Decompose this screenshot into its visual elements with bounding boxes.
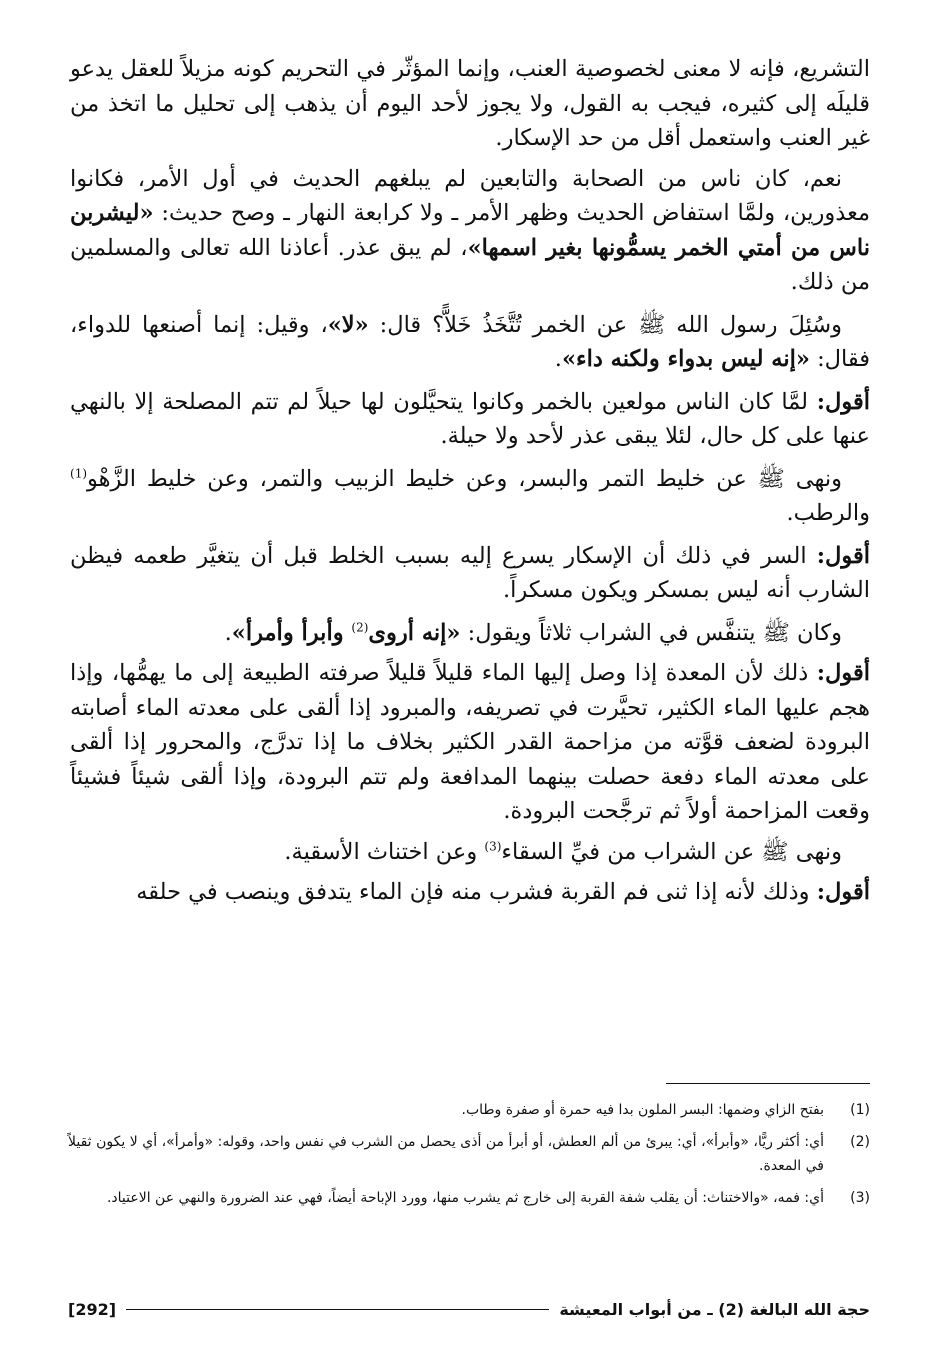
paragraph-text: نعم، كان ناس من الصحابة والتابعين لم يبلغهم الحديث في أول الأمر، فكانوا معذورين، ولمَّا استفاض الحديث وظهر الأمر ـ ولا كرابعة النهار ـ وصح حديث: bbox=[70, 165, 870, 226]
paragraph bbox=[70, 385, 870, 454]
footnote-number: (3) bbox=[850, 1190, 870, 1206]
paragraph bbox=[70, 308, 870, 377]
running-title: حجة الله البالغة (2) ـ من أبواب المعيشة bbox=[559, 1299, 870, 1319]
hadith-quote: «لا» bbox=[327, 311, 369, 338]
footnote-text: أي: فمه، «والاختناث: أن يقلب شفة القربة إلى خارج ثم يشرب منها، وورد الإباحة أيضاً، فهي عند الضرورة والنهي عن الاعتياد. bbox=[106, 1190, 824, 1206]
paragraph bbox=[70, 462, 870, 531]
footnote-ref[interactable]: (1) bbox=[70, 466, 88, 480]
paragraph-text: لمَّا كان الناس مولعين بالخمر وكانوا يتحيَّلون لها حيلاً لم تتم المصلحة إلا بالنهي عنها على كل حال، لئلا يبقى عذر لأحد ولا حيلة. bbox=[70, 388, 870, 449]
paragraph-text: ، لم يبق عذر. أعاذنا الله تعالى والمسلمين من ذلك. bbox=[70, 234, 870, 295]
paragraph-text: . bbox=[554, 346, 562, 372]
footnote-ref[interactable]: (2) bbox=[351, 620, 369, 634]
hadith-quote: وأبرأ وأمرأ» bbox=[231, 619, 352, 646]
page-body bbox=[70, 52, 870, 916]
page-footer bbox=[68, 1294, 870, 1324]
footnote-item bbox=[68, 1130, 870, 1178]
paragraph-text: التشريع، فإنه لا معنى لخصوصية العنب، وإنما المؤثّر في التحريم كونه مزيلاً للعقل يدعو قليلَه إلى كثيره، فيجب به القول، ولا يجوز لأحد اليوم أن يذهب إلى تحليل ما اتخذ من غير العنب واستعمل أقل من حد الإسكار. bbox=[70, 56, 870, 151]
page-number: [292] bbox=[68, 1299, 117, 1319]
hadith-quote: «إنه ليس بدواء ولكنه داء» bbox=[561, 346, 810, 372]
footnote-item bbox=[68, 1186, 870, 1210]
paragraph bbox=[70, 875, 870, 910]
paragraph-text: وذلك لأنه إذا ثنى فم القربة فشرب منه فإن الماء يتدفق وينصب في حلقه bbox=[136, 879, 817, 905]
paragraph bbox=[70, 539, 870, 608]
footnote-text: بفتح الزاي وضمها: البسر الملون بدا فيه حمرة أو صفرة وطاب. bbox=[461, 1102, 824, 1118]
main-text bbox=[70, 52, 870, 910]
footnote-item bbox=[68, 1098, 870, 1122]
commentary-label: أقول: bbox=[816, 388, 870, 415]
footnote-divider bbox=[666, 1083, 870, 1084]
hadith-quote: «إنه أروى bbox=[368, 619, 461, 646]
paragraph bbox=[70, 52, 870, 156]
paragraph-text: ونهى ﷺ عن الشراب من فيِّ السقاء bbox=[501, 838, 842, 865]
footer-divider bbox=[126, 1309, 549, 1310]
footnote-number: (1) bbox=[850, 1102, 870, 1118]
footnote-text: أي: أكثر ريًّا، «وأبرأ»، أي: يبرئ من ألم العطش، أو أبرأ من أذى يحصل من الشرب في نفس واحد، وقوله: «وأمرأ»، أي لا يكون ثقيلاً في المعدة. bbox=[68, 1134, 824, 1174]
paragraph bbox=[70, 616, 870, 651]
commentary-label: أقول: bbox=[816, 879, 870, 905]
footnotes bbox=[68, 1098, 870, 1218]
paragraph bbox=[70, 656, 870, 829]
commentary-label: أقول: bbox=[816, 542, 870, 569]
footnote-number: (2) bbox=[850, 1134, 870, 1150]
paragraph-text: وعن اختناث الأسقية. bbox=[284, 838, 485, 865]
paragraph-text: ونهى ﷺ عن خليط التمر والبسر، وعن خليط الزبيب والتمر، وعن خليط الزَّهْو bbox=[87, 465, 842, 492]
paragraph bbox=[70, 835, 870, 870]
paragraph bbox=[70, 162, 870, 300]
paragraph-text: وسُئِلَ رسول الله ﷺ عن الخمر تُتَّخَذُ خَلاًّ؟ قال: bbox=[368, 311, 842, 338]
paragraph-text: ذلك لأن المعدة إذا وصل إليها الماء قليلاً قليلاً صرفته الطبيعة إلى ما يهمُّها، وإذا هجم عليها الماء الكثير، تحيَّرت في تصريفه، والمبرود إذا ألقى على معدته الماء أصابته البرودة لضعف قوَّته من مزاحمة القدر الكثير بخلاف ما إذا تدرَّج، والمحرور إذا ألقى على معدته الماء دفعة حصلت بينهما المدافعة ولم تتم البرودة، وإذا ألقى شيئاً فشيئاً وقعت المزاحمة أولاً ثم ترجَّحت البرودة. bbox=[70, 660, 870, 824]
commentary-label: أقول: bbox=[816, 660, 870, 686]
paragraph-text: السر في ذلك أن الإسكار يسرع إليه بسبب الخلط قبل أن يتغيَّر طعمه فيظن الشارب أنه ليس بمسكر ويكون مسكراً. bbox=[70, 542, 870, 603]
footnote-ref[interactable]: (3) bbox=[484, 839, 502, 853]
paragraph-text: ، وقيل: إنما أصنعها للدواء، فقال: bbox=[70, 311, 870, 372]
paragraph-text: والرطب. bbox=[786, 500, 870, 526]
paragraph-text: وكان ﷺ يتنفَّس في الشراب ثلاثاً ويقول: bbox=[460, 619, 842, 646]
paragraph-text: . bbox=[224, 619, 232, 646]
hadith-quote: «ليشربن ناس من أمتي الخمر يسمُّونها بغير اسمها» bbox=[70, 200, 870, 261]
